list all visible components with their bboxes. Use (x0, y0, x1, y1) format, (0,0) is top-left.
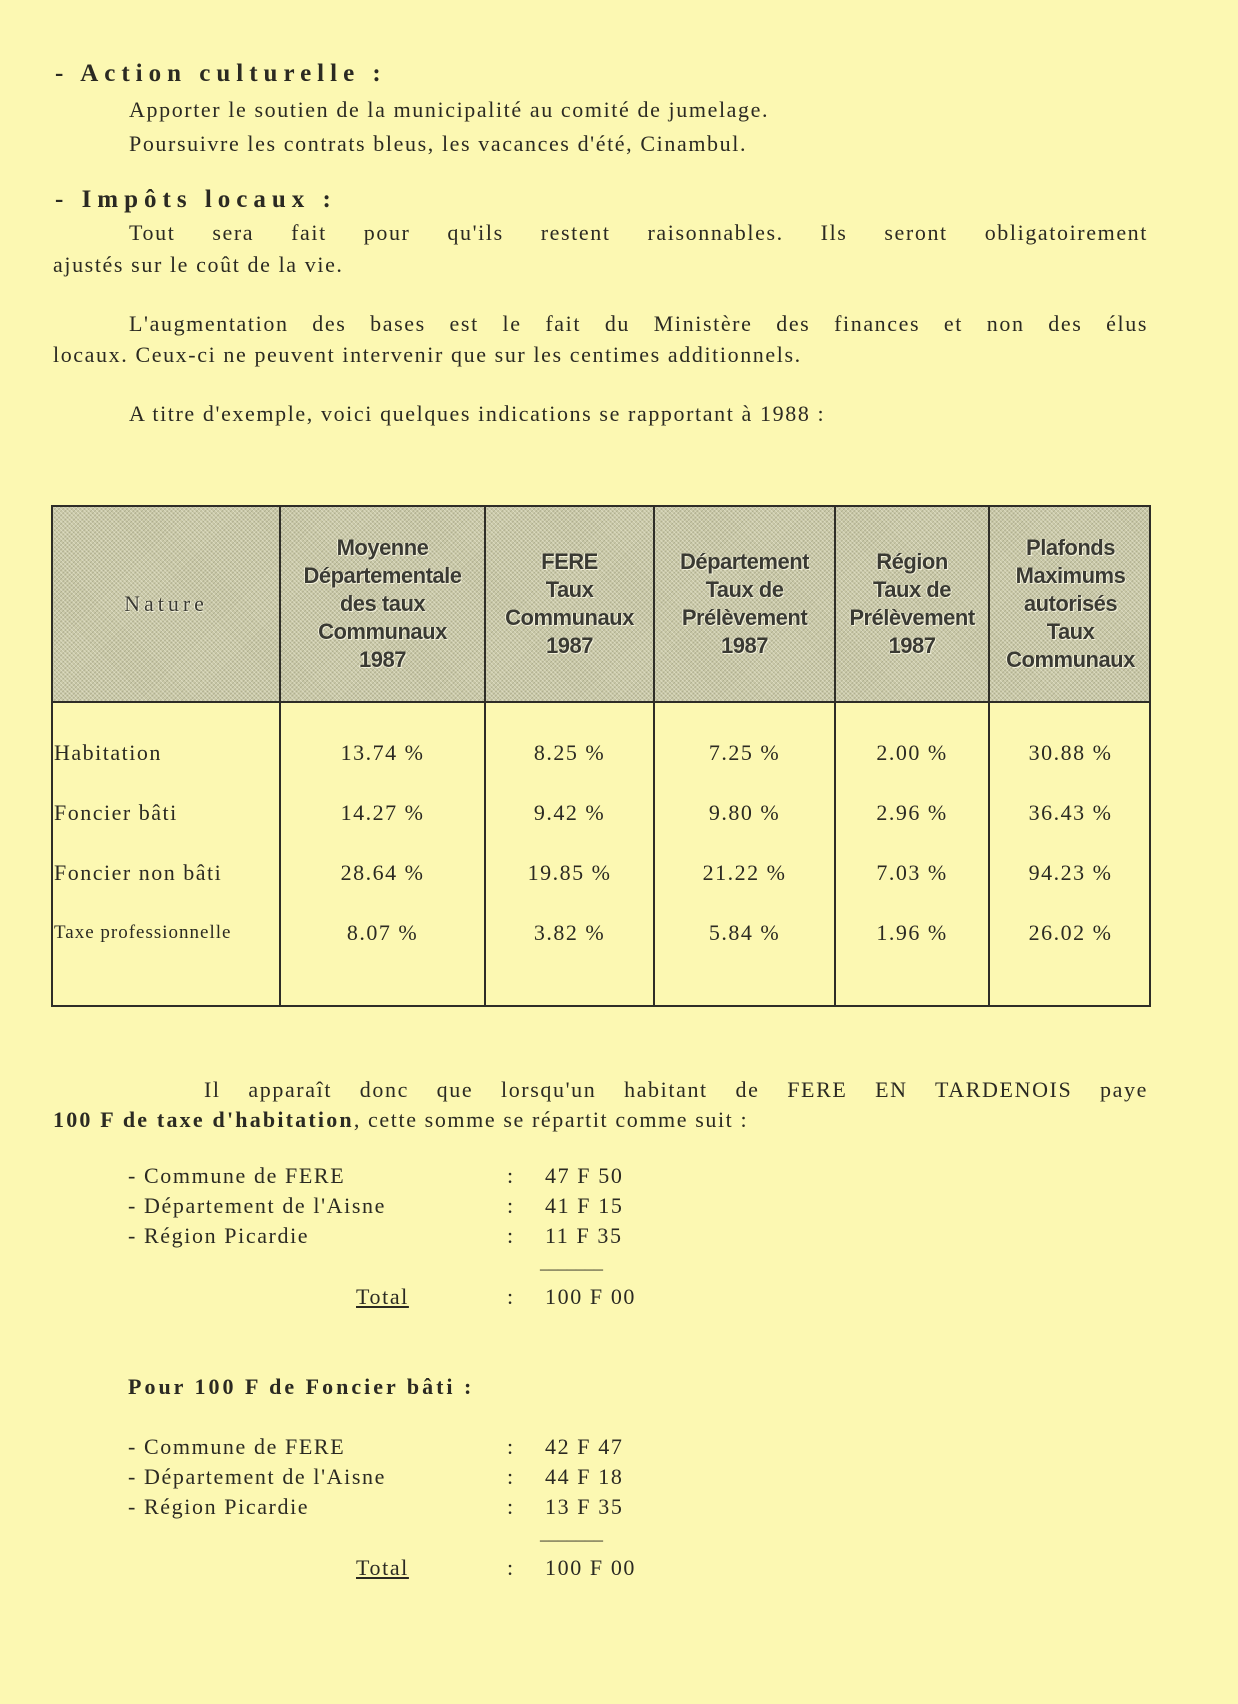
header-fere-taux: FERE Taux Communaux 1987 (505, 549, 634, 658)
cell-fere: 19.85 % (527, 860, 612, 885)
table-row (53, 733, 1149, 773)
total-row: Total : 100 F 00 (356, 1284, 637, 1309)
impots-para2-line-1: L'augmentation des bases est le fait du Ministère des finances et non des élus (129, 311, 1148, 336)
breakdown-row: - Commune de FERE : 47 F 50 (128, 1163, 624, 1188)
impots-locaux-heading: - Impôts locaux : (55, 186, 337, 213)
cell-region: 1.96 % (876, 920, 948, 945)
cell-moyenne: 14.27 % (340, 800, 425, 825)
cell-departement: 21.22 % (702, 860, 787, 885)
foncier-heading: Pour 100 F de Foncier bâti : (128, 1374, 475, 1399)
impots-para2-line-2: locaux. Ceux-ci ne peuvent intervenir que sur les centimes additionnels. (53, 342, 802, 367)
cell-moyenne: 13.74 % (340, 740, 425, 765)
cell-departement: 9.80 % (708, 800, 781, 825)
cell-plafonds: 36.43 % (1028, 800, 1113, 825)
cell-region: 2.00 % (876, 740, 948, 765)
header-plafonds: Plafonds Maximums autorisés Taux Communaux (1006, 535, 1135, 672)
table-row (53, 793, 1149, 833)
breakdown-row: - Département de l'Aisne : 41 F 15 (128, 1193, 624, 1218)
table-row (53, 853, 1149, 893)
impots-para1-line-2: ajustés sur le coût de la vie. (53, 252, 344, 277)
action-culturelle-line-2: Poursuivre les contrats bleus, les vacances d'été, Cinambul. (129, 131, 748, 156)
cell-nature: Taxe professionnelle (54, 922, 232, 943)
cell-fere: 8.25 % (533, 740, 606, 765)
table-row (53, 913, 1149, 953)
header-region-taux: Région Taux de Prélèvement 1987 (849, 549, 975, 658)
cell-region: 7.03 % (876, 860, 948, 885)
sum-rule: _______ (540, 1252, 603, 1272)
repartition-intro-line-1: Il apparaît donc que lorsqu'un habitant de FERE EN TARDENOIS paye (204, 1077, 1148, 1102)
repartition-bold: 100 F de taxe d'habitation (53, 1107, 354, 1132)
repartition-rest: , cette somme se répartit comme suit : (353, 1107, 749, 1132)
cell-departement: 7.25 % (708, 740, 781, 765)
cell-nature: Habitation (54, 740, 162, 765)
breakdown-row: - Région Picardie : 11 F 35 (128, 1223, 623, 1248)
breakdown-row: - Département de l'Aisne : 44 F 18 (128, 1464, 624, 1489)
cell-fere: 3.82 % (533, 920, 606, 945)
cell-moyenne: 28.64 % (340, 860, 425, 885)
header-moyenne-departementale: Moyenne Départementale des taux Communaux 1987 (303, 535, 462, 672)
breakdown-row: - Région Picardie : 13 F 35 (128, 1494, 624, 1519)
cell-fere: 9.42 % (533, 800, 606, 825)
action-culturelle-heading: - Action culturelle : (55, 60, 387, 87)
sum-rule: _______ (540, 1523, 603, 1543)
header-nature: Nature (124, 591, 208, 616)
cell-plafonds: 26.02 % (1028, 920, 1113, 945)
cell-nature: Foncier bâti (54, 800, 178, 825)
action-culturelle-line-1: Apporter le soutien de la municipalité au comité de jumelage. (129, 97, 770, 122)
cell-departement: 5.84 % (708, 920, 781, 945)
header-departement-taux: Département Taux de Prélèvement 1987 (680, 549, 809, 658)
impots-para1-line-1: Tout sera fait pour qu'ils restent raisonnables. Ils seront obligatoirement (129, 220, 1148, 245)
tax-rates-table (51, 505, 1151, 1007)
cell-region: 2.96 % (876, 800, 948, 825)
total-row: Total : 100 F 00 (356, 1555, 637, 1580)
cell-nature: Foncier non bâti (54, 860, 223, 885)
breakdown-row: - Commune de FERE : 42 F 47 (128, 1434, 624, 1459)
cell-moyenne: 8.07 % (346, 920, 419, 945)
impots-intro: A titre d'exemple, voici quelques indications se rapportant à 1988 : (129, 401, 826, 426)
repartition-intro-line-2 (53, 1107, 748, 1133)
cell-plafonds: 30.88 % (1028, 740, 1113, 765)
cell-plafonds: 94.23 % (1028, 860, 1113, 885)
